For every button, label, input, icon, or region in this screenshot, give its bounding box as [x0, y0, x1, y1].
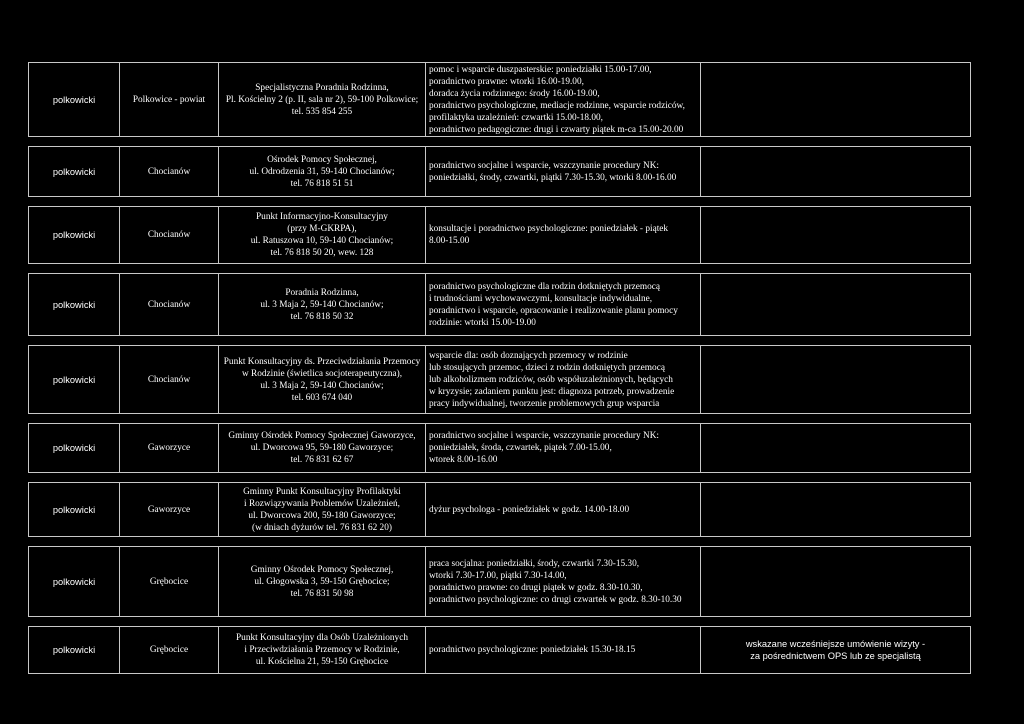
services-cell-line: i trudnościami wychowawczymi, konsultacje indywidualne,	[429, 293, 653, 304]
row-spacer-cell	[29, 617, 971, 627]
notes-cell	[701, 63, 971, 137]
services-cell-line: pomoc i wsparcie duszpasterskie: poniedziałki 15.00-17.00,	[429, 64, 652, 75]
county-cell: polkowicki	[29, 424, 120, 473]
services-cell-line: wtorek 8.00-16.00	[429, 455, 498, 465]
institution-cell-line: ul. Dworcowa 95, 59-180 Gaworzyce;	[250, 443, 394, 453]
institution-cell-line: ul. Dworcowa 200, 59-180 Gaworzyce;	[248, 510, 396, 521]
institution-cell-line: i Rozwiązywania Problemów Uzależnień,	[244, 498, 400, 509]
row-spacer-cell	[29, 336, 971, 346]
services-cell-line: konsultacje i poradnictwo psychologiczne: poniedziałek - piątek	[429, 224, 669, 234]
row-spacer-cell	[29, 537, 971, 547]
institution-cell-line: Punkt Konsultacyjny dla Osób Uzależnionych	[236, 633, 408, 643]
table-row	[29, 627, 971, 674]
commune-cell: Grębocice	[120, 547, 219, 617]
services-cell	[426, 63, 701, 137]
services-cell-line: poradnictwo i wsparcie, opracowanie i realizowanie planu pomocy	[429, 305, 678, 316]
commune-cell: Polkowice - powiat	[120, 63, 219, 137]
services-cell-line: poradnictwo socjalne i wsparcie, wszczynanie procedury NK:	[429, 431, 660, 441]
institution-cell-line: Gminny Ośrodek Pomocy Społecznej,	[250, 564, 394, 575]
commune-cell: Chocianów	[120, 147, 219, 197]
commune-cell: Chocianów	[120, 207, 219, 264]
table-row	[29, 147, 971, 197]
institution-cell-line: Pl. Kościelny 2 (p. II, sala nr 2), 59-100 Polkowice;	[225, 94, 419, 105]
notes-cell	[701, 207, 971, 264]
row-spacer	[29, 617, 971, 627]
institution-cell-line: Punkt Informacyjno-Konsultacyjny	[256, 212, 388, 222]
services-cell-line: w kryzysie; zadaniem punktu jest: diagnoza potrzeb, prowadzenie	[429, 386, 675, 397]
row-spacer	[29, 137, 971, 147]
services-cell	[426, 346, 701, 414]
institution-cell	[219, 147, 426, 197]
row-spacer-cell	[29, 137, 971, 147]
services-cell-line: poradnictwo prawne: co drugi piątek w godz. 8.30-10.30,	[429, 582, 643, 593]
institution-cell-line: ul. 3 Maja 2, 59-140 Chocianów;	[260, 299, 384, 310]
county-cell: polkowicki	[29, 547, 120, 617]
notes-cell	[701, 547, 971, 617]
institution-cell-line: Gminny Ośrodek Pomocy Społecznej Gaworzyce,	[228, 431, 416, 441]
county-cell: polkowicki	[29, 274, 120, 336]
institution-cell	[219, 274, 426, 336]
services-cell-line: wtorki 7.30-17.00, piątki 7.30-14.00,	[429, 570, 567, 581]
institution-cell	[219, 63, 426, 137]
services-cell-line: poradnictwo psychologiczne: co drugi czwartek w godz. 8.30-10.30	[429, 594, 682, 605]
institution-cell-line: ul. 3 Maja 2, 59-140 Chocianów;	[260, 380, 384, 391]
institution-cell-line: ul. Odrodzenia 31, 59-140 Chocianów;	[249, 166, 395, 177]
row-spacer-cell	[29, 414, 971, 424]
notes-cell-line: wskazane wcześniejsze umówienie wizyty -	[745, 639, 926, 649]
row-spacer	[29, 473, 971, 483]
institution-cell-line: ul. Kościelna 21, 59-150 Grębocice	[255, 657, 389, 667]
institution-cell-line: tel. 76 831 50 98	[290, 588, 354, 599]
institution-cell	[219, 547, 426, 617]
services-cell	[426, 627, 701, 674]
table-row	[29, 346, 971, 414]
services-cell-line: rodzinie: wtorki 15.00-19.00	[429, 317, 536, 328]
row-spacer	[29, 537, 971, 547]
notes-cell	[701, 147, 971, 197]
table-row	[29, 63, 971, 137]
notes-cell	[701, 346, 971, 414]
services-cell-line: pracy indywidualnej, tworzenie problemowych grup wsparcia	[429, 398, 660, 409]
institution-cell-line: (przy M-GKRPA),	[287, 224, 357, 234]
services-cell-line: poradnictwo psychologiczne: poniedziałek 15.30-18.15	[429, 645, 636, 655]
notes-cell-line: za pośrednictwem OPS lub ze specjalistą	[750, 651, 921, 661]
county-cell: polkowicki	[29, 147, 120, 197]
institution-cell-line: tel. 76 818 50 20, wew. 128	[270, 248, 374, 258]
services-cell-line: poradnictwo socjalne i wsparcie, wszczynanie procedury NK:	[429, 160, 660, 171]
institution-cell-line: Poradnia Rodzinna,	[285, 287, 359, 298]
institution-cell	[219, 346, 426, 414]
services-cell-line: poradnictwo psychologiczne, mediacje rodzinne, wsparcie rodziców,	[429, 100, 685, 111]
services-cell-line: poradnictwo pedagogiczne: drugi i czwarty piątek m-ca 15.00-20.00	[429, 124, 684, 135]
institution-cell-line: ul. Ratuszowa 10, 59-140 Chocianów;	[250, 236, 394, 246]
services-cell	[426, 207, 701, 264]
table-row	[29, 483, 971, 537]
institution-cell-line: i Przeciwdziałania Przemocy w Rodzinie,	[244, 645, 400, 655]
row-spacer	[29, 414, 971, 424]
row-spacer-cell	[29, 473, 971, 483]
institution-cell-line: tel. 603 674 040	[291, 392, 353, 403]
institution-cell-line: w Rodzinie (świetlica socjoterapeutyczna),	[241, 368, 403, 379]
commune-cell: Chocianów	[120, 274, 219, 336]
table-row	[29, 424, 971, 473]
services-cell-line: doradca życia rodzinnego: środy 16.00-19.00,	[429, 88, 600, 99]
institution-cell-line: (w dniach dyżurów tel. 76 831 62 20)	[252, 522, 392, 533]
institution-cell-line: tel. 535 854 255	[291, 106, 353, 117]
services-cell-line: poniedziałek, środa, czwartek, piątek 7.00-15.00,	[429, 443, 612, 453]
services-cell-line: profilaktyka uzależnień: czwartki 15.00-18.00,	[429, 112, 603, 123]
services-cell-line: poradnictwo prawne: wtorki 16.00-19.00,	[429, 76, 584, 87]
institution-cell-line: ul. Głogowska 3, 59-150 Grębocice;	[254, 576, 390, 587]
services-cell-line: dyżur psychologa - poniedziałek w godz. 14.00-18.00	[429, 504, 630, 515]
services-table-body	[29, 63, 971, 674]
county-cell: polkowicki	[29, 63, 120, 137]
commune-cell: Gaworzyce	[120, 483, 219, 537]
commune-cell: Gaworzyce	[120, 424, 219, 473]
services-cell-line: 8.00-15.00	[429, 236, 470, 246]
institution-cell	[219, 627, 426, 674]
institution-cell-line: tel. 76 818 50 32	[290, 311, 354, 322]
institution-cell	[219, 424, 426, 473]
services-cell	[426, 274, 701, 336]
table-row	[29, 274, 971, 336]
services-cell-line: wsparcie dla: osób doznających przemocy w rodzinie	[429, 350, 628, 361]
institution-cell-line: Specjalistyczna Poradnia Rodzinna,	[255, 82, 389, 93]
commune-cell: Grębocice	[120, 627, 219, 674]
services-cell-line: lub stosujących przemoc, dzieci z rodzin dotkniętych przemocą	[429, 362, 665, 373]
institution-cell	[219, 483, 426, 537]
services-cell-line: poniedziałki, środy, czwartki, piątki 7.30-15.30, wtorki 8.00-16.00	[429, 172, 677, 183]
services-cell	[426, 147, 701, 197]
county-cell: polkowicki	[29, 483, 120, 537]
institution-cell-line: tel. 76 831 62 67	[290, 455, 354, 465]
table-row	[29, 547, 971, 617]
services-cell	[426, 483, 701, 537]
services-cell-line: praca socjalna: poniedziałki, środy, czwartki 7.30-15.30,	[429, 558, 640, 569]
commune-cell: Chocianów	[120, 346, 219, 414]
row-spacer	[29, 197, 971, 207]
county-cell: polkowicki	[29, 627, 120, 674]
notes-cell	[701, 627, 971, 674]
county-cell: polkowicki	[29, 346, 120, 414]
services-cell-line: poradnictwo psychologiczne dla rodzin dotkniętych przemocą	[429, 281, 661, 292]
table-row	[29, 207, 971, 264]
services-table	[28, 62, 971, 674]
notes-cell	[701, 274, 971, 336]
county-cell: polkowicki	[29, 207, 120, 264]
institution-cell	[219, 207, 426, 264]
services-cell	[426, 424, 701, 473]
institution-cell-line: Punkt Konsultacyjny ds. Przeciwdziałania Przemocy	[223, 356, 421, 367]
services-cell-line: lub alkoholizmem rodziców, osób współuzależnionych, będących	[429, 374, 673, 385]
row-spacer-cell	[29, 264, 971, 274]
notes-cell	[701, 483, 971, 537]
row-spacer	[29, 264, 971, 274]
institution-cell-line: tel. 76 818 51 51	[290, 178, 354, 189]
institution-cell-line: Gminny Punkt Konsultacyjny Profilaktyki	[243, 486, 401, 497]
notes-cell	[701, 424, 971, 473]
institution-cell-line: Ośrodek Pomocy Społecznej,	[267, 154, 377, 165]
row-spacer-cell	[29, 197, 971, 207]
row-spacer	[29, 336, 971, 346]
services-cell	[426, 547, 701, 617]
